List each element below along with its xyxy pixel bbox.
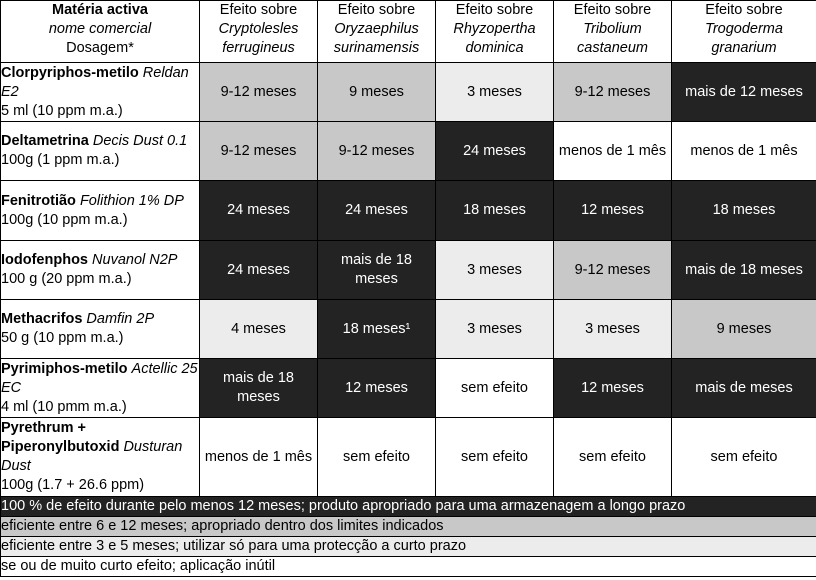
header-effect-label: Efeito sobre xyxy=(219,2,298,18)
header-species-4 xyxy=(554,1,672,63)
efficacy-cell: 9 meses xyxy=(672,300,816,359)
efficacy-cell: 24 meses xyxy=(318,181,436,241)
active-substance: Methacrifos xyxy=(1,311,83,327)
efficacy-cell: 3 meses xyxy=(436,241,554,300)
legend-row xyxy=(1,557,816,577)
commercial-name: Nuvanol N2P xyxy=(92,252,178,268)
efficacy-cell: 18 meses xyxy=(672,181,816,241)
header-effect-label: Efeito sobre xyxy=(455,2,534,18)
dosage: 50 g (10 ppm m.a.) xyxy=(1,330,124,346)
header-species-name: ferrugineus xyxy=(222,40,295,56)
header-species-name: granarium xyxy=(711,40,777,56)
efficacy-cell: 9 meses xyxy=(318,63,436,122)
legend-item: eficiente entre 6 e 12 meses; apropriado dentro dos limites indicados xyxy=(1,517,816,537)
legend-item: eficiente entre 3 e 5 meses; utilizar só para uma protecção a curto prazo xyxy=(1,537,816,557)
product-cell xyxy=(1,359,200,418)
header-species-5 xyxy=(672,1,816,63)
dosage: 100g (1.7 + 26.6 ppm) xyxy=(1,477,145,493)
commercial-name: Decis Dust 0.1 xyxy=(92,133,188,149)
legend-row xyxy=(1,537,816,557)
commercial-name: Dusturan Dust xyxy=(1,439,183,474)
efficacy-cell: 24 meses xyxy=(200,181,318,241)
legend-row xyxy=(1,517,816,537)
active-substance: Pyrethrum + Piperonylbutoxid xyxy=(1,420,120,455)
dosage: 100g (10 ppm m.a.) xyxy=(1,211,128,228)
table-row xyxy=(1,300,816,359)
product-cell xyxy=(1,241,200,300)
legend-item: se ou de muito curto efeito; aplicação inútil xyxy=(1,557,816,577)
efficacy-cell: 3 meses xyxy=(554,300,672,359)
efficacy-cell: 18 meses¹ xyxy=(318,300,436,359)
commercial-name: Folithion 1% DP xyxy=(79,192,184,209)
efficacy-cell: sem efeito xyxy=(318,418,436,497)
active-substance: Deltametrina xyxy=(1,133,89,149)
header-genus: Rhyzopertha xyxy=(453,21,536,37)
commercial-name: Reldan E2 xyxy=(1,64,189,100)
header-species-name: castaneum xyxy=(577,40,648,56)
efficacy-cell: sem efeito xyxy=(436,359,554,418)
efficacy-cell: 24 meses xyxy=(200,241,318,300)
efficacy-cell: mais de 12 meses xyxy=(672,63,816,122)
efficacy-cell: 9-12 meses xyxy=(200,63,318,122)
commercial-name: Actellic 25 EC xyxy=(1,360,198,396)
table-row xyxy=(1,122,816,181)
header-dosage-label: Dosagem* xyxy=(66,40,134,56)
legend-item: 100 % de efeito durante pelo menos 12 meses; produto apropriado para uma armazenagem a longo prazo xyxy=(1,497,816,517)
dosage: 5 ml (10 ppm m.a.) xyxy=(1,102,123,119)
efficacy-cell: sem efeito xyxy=(554,418,672,497)
efficacy-cell: mais de 18 meses xyxy=(672,241,816,300)
efficacy-cell: mais de 18 meses xyxy=(200,359,318,418)
active-substance: Clorpyriphos-metilo xyxy=(1,64,139,81)
efficacy-cell: 9-12 meses xyxy=(200,122,318,181)
header-active-substance xyxy=(1,1,200,63)
header-effect-label: Efeito sobre xyxy=(705,2,783,18)
product-cell xyxy=(1,122,200,181)
header-species-name: surinamensis xyxy=(333,40,420,56)
efficacy-cell: sem efeito xyxy=(436,418,554,497)
header-effect-label: Efeito sobre xyxy=(573,2,652,18)
header-species-3 xyxy=(436,1,554,63)
table-row xyxy=(1,241,816,300)
legend xyxy=(1,497,816,577)
header-effect-label: Efeito sobre xyxy=(337,2,416,18)
header-row xyxy=(1,1,816,63)
header-commercial-name-label: nome comercial xyxy=(48,21,152,37)
efficacy-cell: sem efeito xyxy=(672,418,816,497)
dosage: 4 ml (10 pmm m.a.) xyxy=(1,398,127,415)
efficacy-cell: 9-12 meses xyxy=(554,63,672,122)
efficacy-cell: menos de 1 mês xyxy=(672,122,816,181)
efficacy-cell: 9-12 meses xyxy=(318,122,436,181)
table-row xyxy=(1,63,816,122)
efficacy-cell: menos de 1 mês xyxy=(554,122,672,181)
header-genus: Tribolium xyxy=(583,21,642,37)
table-row xyxy=(1,359,816,418)
efficacy-cell: 9-12 meses xyxy=(554,241,672,300)
dosage: 100g (1 ppm m.a.) xyxy=(1,152,120,168)
efficacy-cell: 18 meses xyxy=(436,181,554,241)
product-cell xyxy=(1,63,200,122)
header-active-substance-label: Matéria activa xyxy=(52,2,148,18)
active-substance: Iodofenphos xyxy=(1,252,88,268)
efficacy-cell: 12 meses xyxy=(318,359,436,418)
header-genus: Oryzaephilus xyxy=(334,21,419,37)
efficacy-cell: 12 meses xyxy=(554,181,672,241)
header-species-1 xyxy=(200,1,318,63)
legend-row xyxy=(1,497,816,517)
efficacy-cell: mais de meses xyxy=(672,359,816,418)
efficacy-cell: 3 meses xyxy=(436,300,554,359)
active-substance: Fenitrotião xyxy=(1,192,76,209)
table-row xyxy=(1,418,816,497)
header-genus: Cryptolesles xyxy=(218,21,299,37)
header-species-name: dominica xyxy=(465,40,524,56)
efficacy-cell: mais de 18 meses xyxy=(318,241,436,300)
product-cell xyxy=(1,300,200,359)
efficacy-cell: 12 meses xyxy=(554,359,672,418)
efficacy-cell: 3 meses xyxy=(436,63,554,122)
product-cell xyxy=(1,181,200,241)
efficacy-cell: menos de 1 mês xyxy=(200,418,318,497)
efficacy-cell: 24 meses xyxy=(436,122,554,181)
efficacy-cell: 4 meses xyxy=(200,300,318,359)
active-substance: Pyrimiphos-metilo xyxy=(1,360,128,377)
commercial-name: Damfin 2P xyxy=(86,311,155,327)
dosage: 100 g (20 ppm m.a.) xyxy=(1,271,132,287)
header-species-2 xyxy=(318,1,436,63)
header-genus: Trogoderma xyxy=(705,21,783,37)
product-cell xyxy=(1,418,200,497)
table-body xyxy=(1,63,816,497)
table-row xyxy=(1,181,816,241)
